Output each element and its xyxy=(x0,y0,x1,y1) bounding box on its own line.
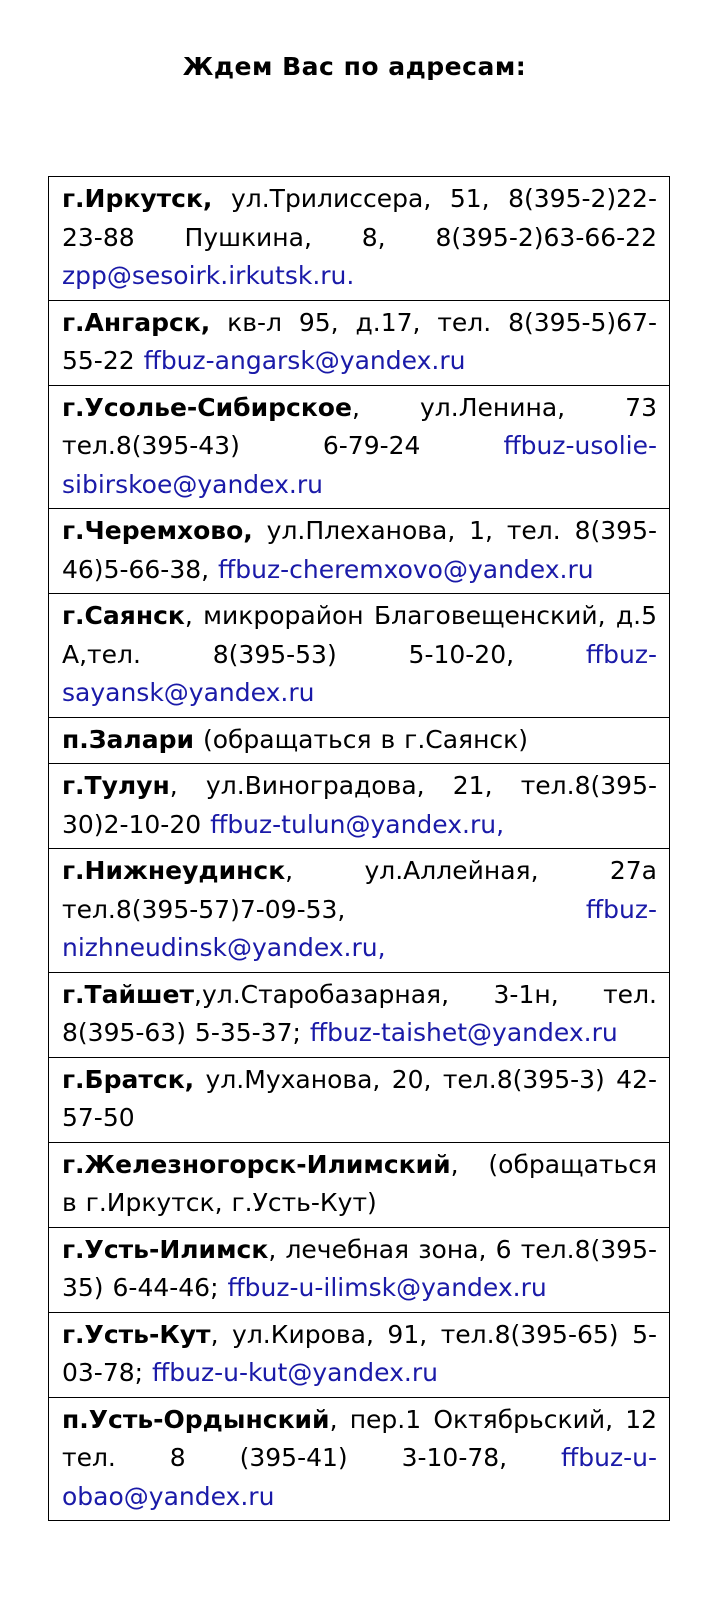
city-name: г.Усолье-Сибирское xyxy=(62,392,352,422)
address-row-usolie xyxy=(49,385,669,509)
email-link[interactable]: ffbuz-taishet@yandex.ru xyxy=(309,1018,618,1047)
address-details: (обращаться в г.Саянск) xyxy=(194,724,529,754)
address-row-ust-ordynsky xyxy=(49,1397,669,1521)
email-link[interactable]: ffbuz-usolie-sibirskoe@yandex.ru xyxy=(62,431,657,499)
address-details: , пер.1 Октябрьский, 12 тел. 8 (395-41) 3-10-78, xyxy=(62,1404,657,1472)
address-details: , лечебная зона, 6 тел.8(395-35) 6-44-46; xyxy=(62,1234,657,1302)
email-link[interactable]: ffbuz-cheremxovo@yandex.ru xyxy=(218,554,594,584)
address-details: ул.Плеханова, 1, тел. 8(395-46)5-66-38, xyxy=(62,516,657,584)
city-name: п.Залари xyxy=(62,724,194,754)
address-details: ул.Муханова, 20, тел.8(395-3) 42-57-50 xyxy=(62,1064,657,1132)
address-row-angarsk xyxy=(49,300,669,385)
address-row-cheremkhovo xyxy=(49,508,669,593)
email-link[interactable]: ffbuz-u-obao@yandex.ru xyxy=(62,1443,657,1511)
address-table xyxy=(48,176,670,1521)
address-row-sayansk xyxy=(49,593,669,717)
address-row-ust-kut xyxy=(49,1312,669,1397)
address-row-ust-ilimsk xyxy=(49,1227,669,1312)
address-details: ,ул.Старобазарная, 3-1н, тел. 8(395-63) 5-35-37; xyxy=(62,979,657,1047)
address-details: , ул.Виноградова, 21, тел.8(395-30)2-10-20 xyxy=(62,771,657,839)
city-name: г.Усть-Кут xyxy=(62,1319,211,1349)
address-details: , ул.Кирова, 91, тел.8(395-65) 5-03-78; xyxy=(62,1319,657,1387)
address-row-nizhneudinsk xyxy=(49,848,669,972)
email-link[interactable]: ffbuz-u-kut@yandex.ru xyxy=(152,1358,438,1387)
address-row-zheleznogorsk xyxy=(49,1142,669,1227)
email-link[interactable]: ffbuz-tulun@yandex.ru, xyxy=(210,809,505,839)
city-name: г.Железногорск-Илимский xyxy=(62,1149,451,1179)
address-row-irkutsk xyxy=(49,177,669,300)
address-details: кв-л 95, д.17, тел. 8(395-5)67-55-22 xyxy=(62,307,657,375)
email-link[interactable]: ffbuz-nizhneudinsk@yandex.ru, xyxy=(62,894,657,962)
city-name: г.Ангарск, xyxy=(62,307,211,337)
address-details: , (обращаться в г.Иркутск, г.Усть-Кут) xyxy=(62,1149,657,1217)
address-row-tulun xyxy=(49,763,669,848)
city-name: г.Саянск xyxy=(62,601,185,630)
city-name: г.Братск, xyxy=(62,1064,195,1094)
address-details: ул.Трилиссера, 51, 8(395-2)22-23-88 Пушкина, 8, 8(395-2)63-66-22 xyxy=(62,184,657,252)
city-name: г.Черемхово, xyxy=(62,516,253,545)
city-name: п.Усть-Ордынский xyxy=(62,1404,330,1434)
city-name: г.Нижнеудинск xyxy=(62,856,286,885)
city-name: г.Иркутск, xyxy=(62,184,213,213)
city-name: г.Тулун xyxy=(62,771,170,800)
address-row-zalari xyxy=(49,717,669,764)
address-details: , ул.Аллейная, 27а тел.8(395-57)7-09-53, xyxy=(62,856,657,924)
address-details: , ул.Ленина, 73 тел.8(395-43) 6-79-24 xyxy=(62,392,657,460)
email-link[interactable]: ffbuz-angarsk@yandex.ru xyxy=(143,346,466,375)
address-row-bratsk xyxy=(49,1057,669,1142)
email-link[interactable]: ffbuz-sayansk@yandex.ru xyxy=(62,639,657,707)
city-name: г.Усть-Илимск xyxy=(62,1234,269,1264)
page-title: Ждем Вас по адресам: xyxy=(182,52,527,81)
address-row-taishet xyxy=(49,972,669,1057)
email-link[interactable]: zpp@sesoirk.irkutsk.ru. xyxy=(62,261,355,290)
city-name: г.Тайшет xyxy=(62,979,194,1009)
address-details: , микрорайон Благовещенский, д.5 А,тел. 8(395-53) 5-10-20, xyxy=(62,601,657,669)
email-link[interactable]: ffbuz-u-ilimsk@yandex.ru xyxy=(227,1273,547,1302)
